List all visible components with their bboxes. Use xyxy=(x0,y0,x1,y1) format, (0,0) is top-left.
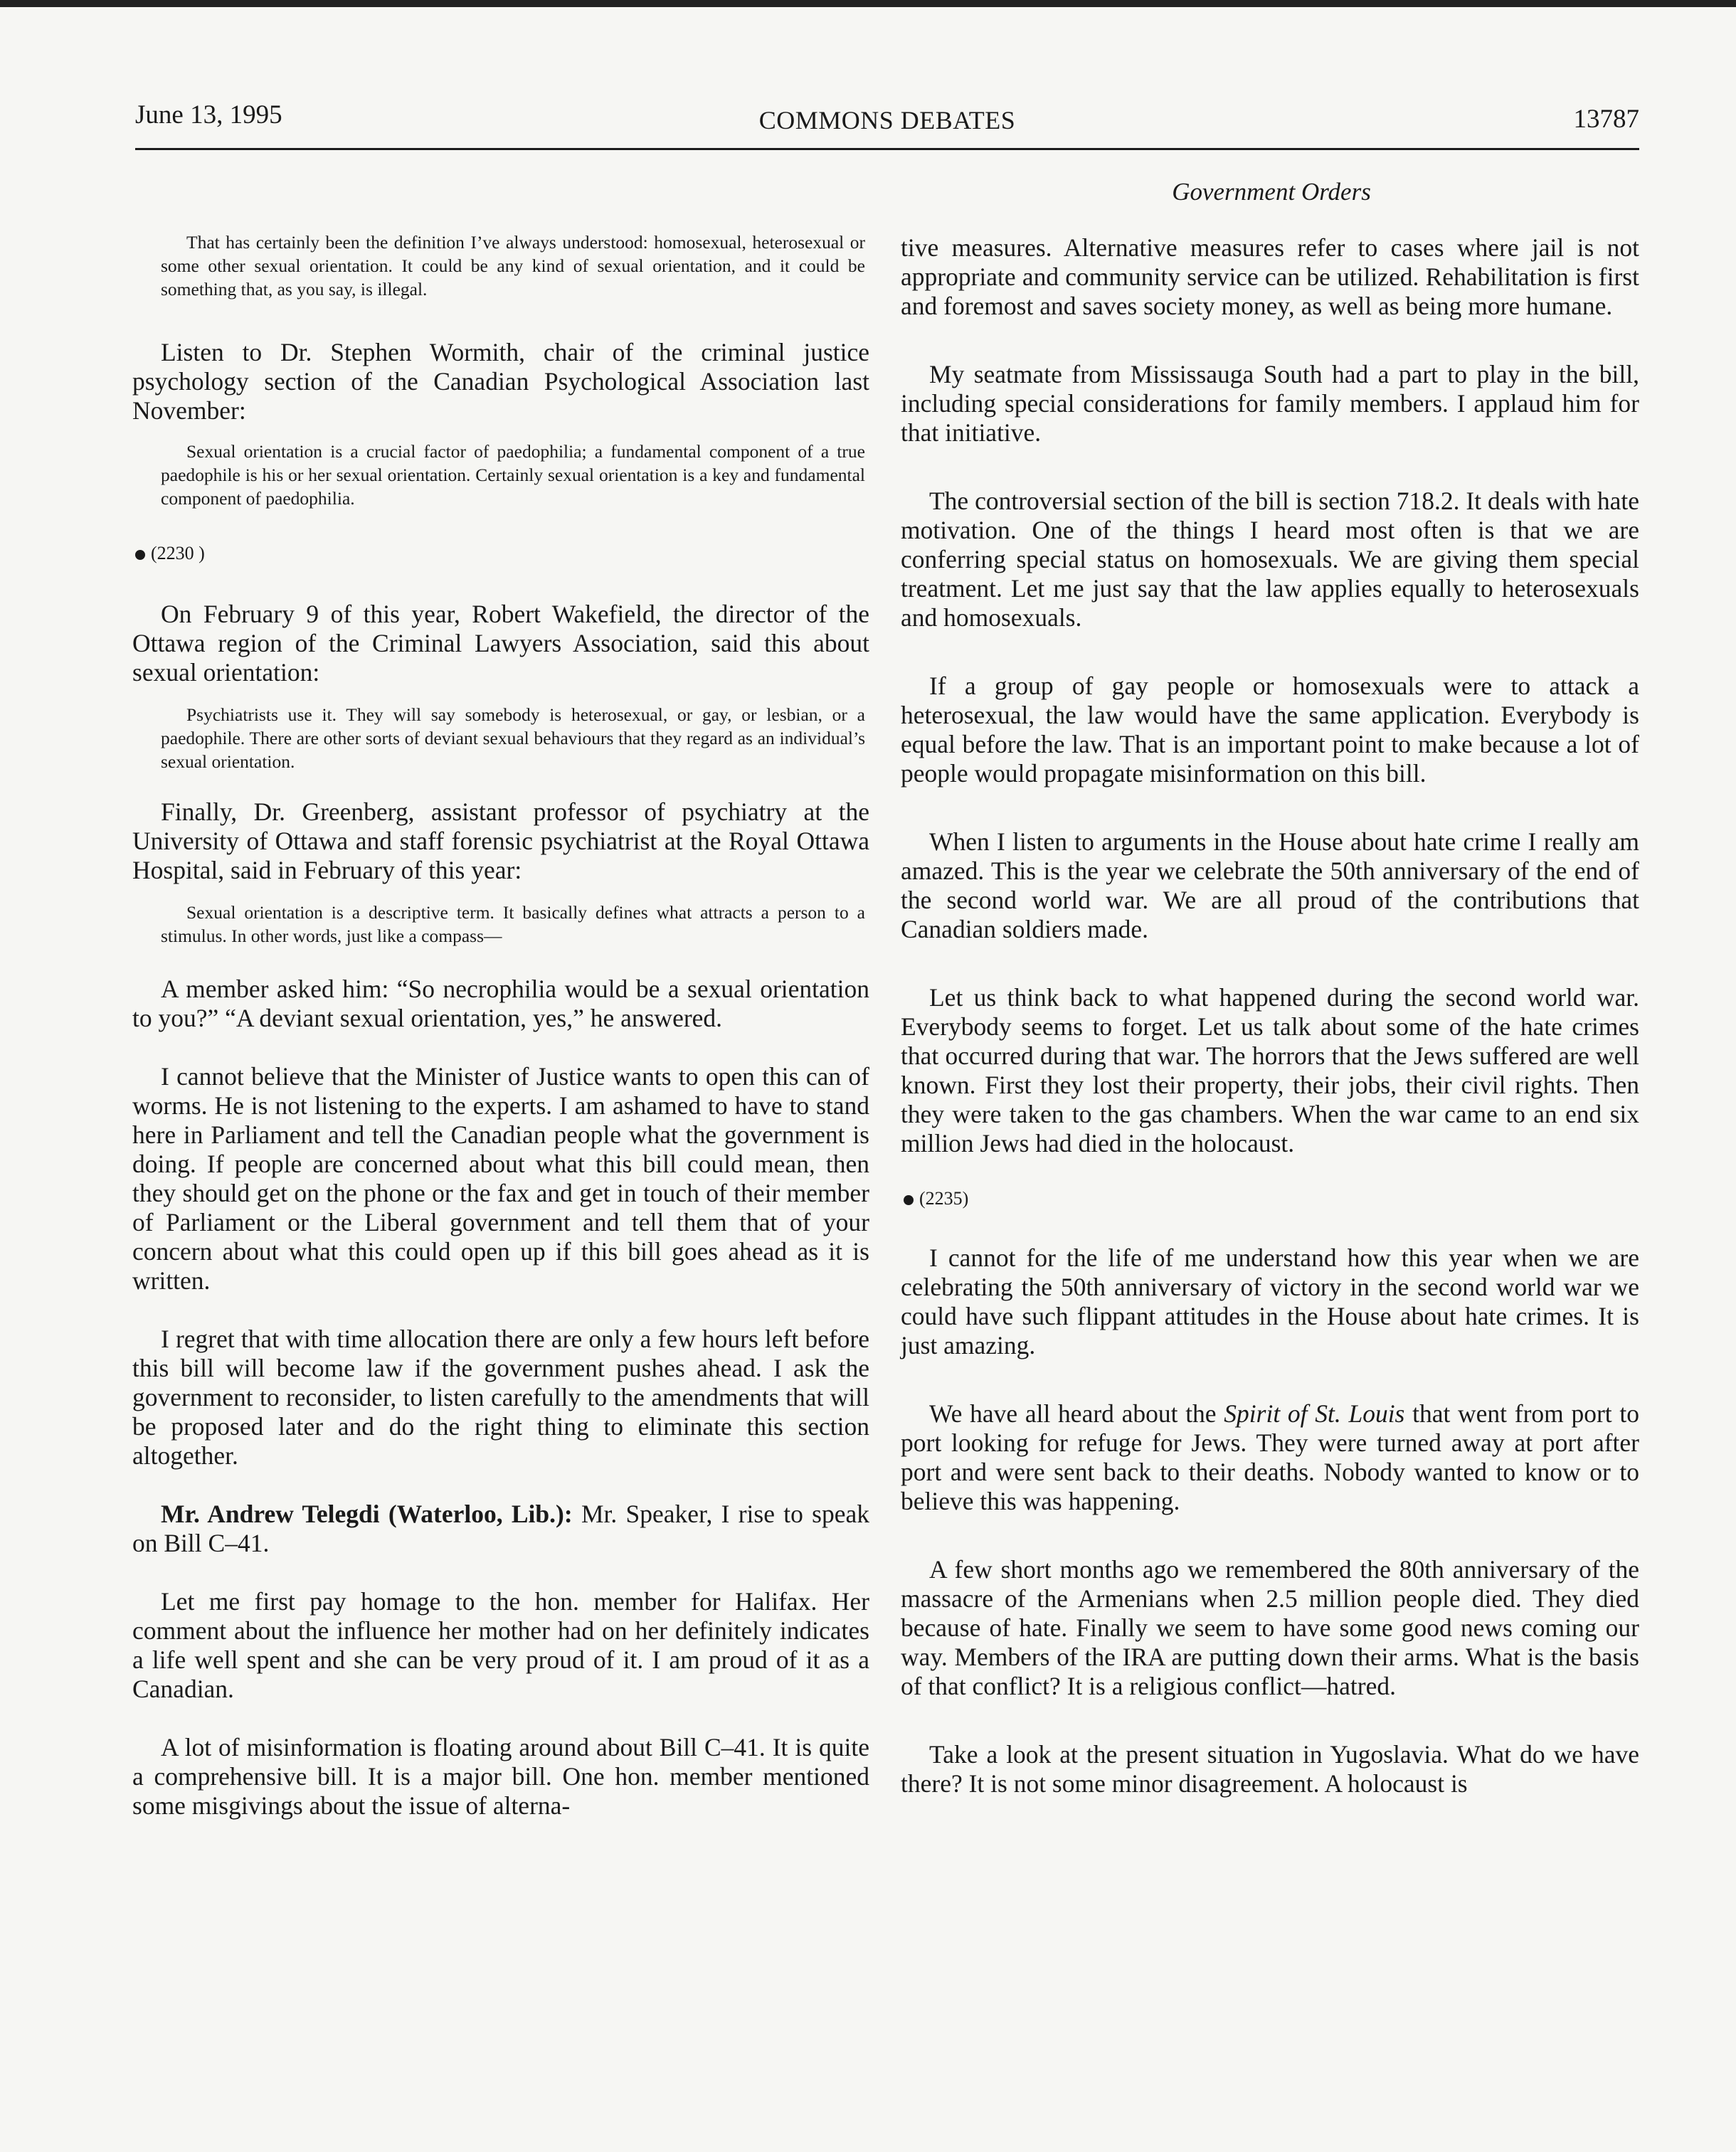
quote-greenberg: Sexual orientation is a descriptive term. It basically defines what attracts a person to a stimulus. In other words, just like a compass— xyxy=(161,902,865,946)
paragraph-section-718: The controversial section of the bill is section 718.2. It deals with hate motivation. One of the things I heard most often is that we are conferring special status on homosexuals. We are giving them special treatment. Let me just say that the law applies equally to heterosexuals and homosexuals. xyxy=(901,487,1639,632)
timestamp-2235: (2235) xyxy=(901,1188,1639,1209)
header-publication: COMMONS DEBATES xyxy=(758,106,1016,134)
scan-top-edge xyxy=(0,0,1736,7)
paragraph-wormith: Listen to Dr. Stephen Wormith, chair of the criminal justice psychology section of the Canadian Psychological Association last November: xyxy=(132,338,869,425)
paragraph-alternative-measures: tive measures. Alternative measures refer to cases where jail is not appropriate and community service can be utilized. Rehabilitation is first and foremost and saves society money, as well as being more humane. xyxy=(901,233,1639,320)
ship-name: Spirit of St. Louis xyxy=(1224,1399,1405,1428)
header-page-number: 13787 xyxy=(1573,105,1639,134)
header-date: June 13, 1995 xyxy=(135,100,282,129)
paragraph-hate-crime: When I listen to arguments in the House about hate crime I really am amazed. This is the year we celebrate the 50th anniversary of the end of the second world war. We are all proud of the contributions that Canadian soldiers made. xyxy=(901,827,1639,943)
paragraph-homage: Let me first pay homage to the hon. member for Halifax. Her comment about the influence her mother had on her definitely indicates a life well spent and she can be very proud of it. I am proud of it as a Canadian. xyxy=(132,1587,869,1703)
paragraph-equal-law: If a group of gay people or homosexuals were to attack a heterosexual, the law would have the same application. Everybody is equal before the law. That is an important point to make because a lot of people would propagate misinformation on this bill. xyxy=(901,672,1639,788)
paragraph-armenians: A few short months ago we remembered the 80th anniversary of the massacre of the Armenians when 2.5 million people died. They died because of hate. Finally we seem to have some good news coming our way. Members of the IRA are putting down their arms. What is the basis of that conflict? It is a religious conflict—hatred. xyxy=(901,1555,1639,1700)
paragraph-telegdi: Mr. Andrew Telegdi (Waterloo, Lib.): Mr. Speaker, I rise to speak on Bill C–41. xyxy=(132,1500,869,1557)
paragraph-wakefield: On February 9 of this year, Robert Wakefield, the director of the Ottawa region of the Criminal Lawyers Association, said this about sexual orientation: xyxy=(132,600,869,687)
paragraph-misinformation: A lot of misinformation is floating around about Bill C–41. It is quite a comprehensive bill. It is a major bill. One hon. member mentioned some misgivings about the issue of alterna- xyxy=(132,1733,869,1820)
header-rule xyxy=(135,148,1639,150)
quote-wormith: Sexual orientation is a crucial factor of paedophilia; a fundamental component of a true paedophile is his or her sexual orientation. Certainly sexual orientation is a key and fundamental component of paedophilia. xyxy=(161,441,865,509)
bullet-icon xyxy=(135,550,145,560)
paragraph-seatmate: My seatmate from Mississauga South had a part to play in the bill, including special considerations for family members. I applaud him for that initiative. xyxy=(901,360,1639,447)
page-header xyxy=(135,100,1639,144)
paragraph-50th-anniversary: I cannot for the life of me understand how this year when we are celebrating the 50th anniversary of victory in the second world war we could have such flippant attitudes in the House about hate crimes. It is just amazing. xyxy=(901,1244,1639,1359)
left-column xyxy=(132,221,869,1820)
bullet-icon xyxy=(904,1195,914,1205)
timestamp-2230: (2230 ) xyxy=(132,543,869,564)
paragraph-time-allocation: I regret that with time allocation there are only a few hours left before this bill will become law if the government pushes ahead. I ask the government to reconsider, to listen carefully to the amendments that will be proposed later and do the right thing to eliminate this section altogether. xyxy=(132,1325,869,1470)
section-rubric: Government Orders xyxy=(1172,178,1371,206)
paragraph-greenberg: Finally, Dr. Greenberg, assistant professor of psychiatry at the University of Ottawa and staff forensic psychiatrist at the Royal Ottawa Hospital, said in February of this year: xyxy=(132,797,869,884)
paragraph-second-world-war: Let us think back to what happened during the second world war. Everybody seems to forget. Let us talk about some of the hate crimes that occurred during that war. The horrors that the Jews suffered are well known. First they lost their property, their jobs, their civil rights. Then they were taken to the gas chambers. When the war came to an end six million Jews had died in the holocaust. xyxy=(901,983,1639,1157)
paragraph-st-louis: We have all heard about the Spirit of St. Louis that went from port to port looking for refuge for Jews. They were turned away at port after port and were sent back to their deaths. Nobody wanted to know or to believe this was happening. xyxy=(901,1399,1639,1515)
paragraph-minister: I cannot believe that the Minister of Justice wants to open this can of worms. He is not listening to the experts. I am ashamed to have to stand here in Parliament and tell the Canadian people what the government is doing. If people are concerned about what this bill could mean, then they should get on the phone or the fax and get in touch of their member of Parliament or the Liberal government and tell them that of your concern about what this could open up if this bill goes ahead as it is written. xyxy=(132,1062,869,1295)
quote-definition: That has certainly been the definition I’ve always understood: homosexual, heterosexual or some other sexual orientation. It could be any kind of sexual orientation, and it could be something that, as you say, is illegal. xyxy=(161,232,865,300)
speaker-name: Mr. Andrew Telegdi (Waterloo, Lib.): xyxy=(161,1500,573,1528)
right-column xyxy=(901,233,1639,1798)
paragraph-necrophilia: A member asked him: “So necrophilia would be a sexual orientation to you?” “A deviant sexual orientation, yes,” he answered. xyxy=(132,975,869,1032)
quote-wakefield: Psychiatrists use it. They will say somebody is heterosexual, or gay, or lesbian, or a paedophile. There are other sorts of deviant sexual behaviours that they regard as an individual’s sexual orientation. xyxy=(161,704,865,772)
paragraph-yugoslavia: Take a look at the present situation in Yugoslavia. What do we have there? It is not some minor disagreement. A holocaust is xyxy=(901,1740,1639,1798)
